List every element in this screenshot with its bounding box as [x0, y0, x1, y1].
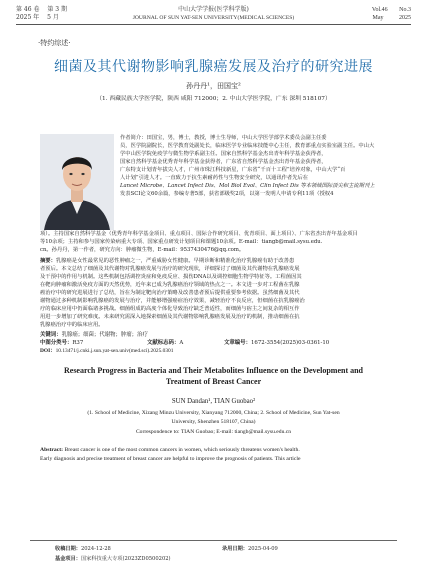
- affiliations-en: [0, 409, 427, 426]
- abstract-en-line: Breast cancer is one of the most common cancers in women, which seriously threatens women's health.: [64, 447, 300, 453]
- funding: [55, 555, 171, 562]
- abstract-line: 疗的临床应用中仍面临诸多挑战。细菌组成的高度个体化导致治疗缺乏普适性，而细菌与宿主之间复杂的相互作: [40, 306, 300, 313]
- funding-label: 基金项目：: [55, 556, 81, 562]
- title-en-line: Research Progress in Bacteria and Their Metabolites Influence on the Development and: [63, 366, 364, 375]
- abstract-en-line: Early diagnosis and precise treatment of breast cancer are helpful to improve the prognosis of patients. This article: [40, 456, 301, 462]
- received-value: 2024-12-28: [80, 546, 111, 552]
- bio-line: cn。孙丹丹，第一作者，研究方向：肿瘤微生物，E-mail：9537430476@qq.com。: [40, 247, 245, 254]
- article-no-value: 1672-3554(2025)03-0361-10: [250, 340, 330, 346]
- header-year-cn: 2025 年: [16, 14, 40, 21]
- doi-value: 10.13471/j.cnki.j.sun.yat-sen.univ(med.sci).2025.0301: [55, 348, 174, 354]
- header-journal-en: JOURNAL OF SUN YAT-SEN UNIVERSITY(MEDICAL SCIENCES): [132, 15, 295, 21]
- author-portrait-icon: [40, 134, 114, 230]
- received-date: [55, 545, 111, 552]
- title-en-line: Treatment of Breast Cancer: [165, 377, 262, 386]
- doc-code-label: 文献标志码：: [147, 340, 180, 346]
- abstract-cn-label: 摘要：: [40, 258, 56, 264]
- abstract-line: 谢物通过多种机制影响乳腺癌的发展与治疗，并能够增强癌症治疗效果，减轻治疗不良反应，但细菌在抗乳腺癌治: [40, 298, 305, 305]
- keywords-cn: [40, 331, 148, 339]
- abstract-line: 用进一步增加了研究难度。未来研究需深入地探索细菌及其代谢物影响乳腺癌发展及治疗的机制，推动细菌在抗: [40, 314, 300, 321]
- author-bio-top: [120, 134, 410, 198]
- abstract-cn: [40, 257, 410, 329]
- abstract-line: 乳腺癌是女性最常见的恶性肿瘤之一，严重威胁女性健康。早期诊断和精准化治疗乳腺癌有助于改善患: [55, 258, 295, 264]
- received-label: 收稿日期：: [55, 546, 81, 552]
- bio-line: 国家自然科学基金优秀青年科学基金获得者，广东省自然科学基金杰出青年基金获得者，: [120, 159, 327, 166]
- online-label: 录用日期：: [222, 546, 248, 552]
- bio-line: 项）。主持国家自然科学基金（优秀青年科学基金项目、重点项目、国际合作研究项目、优青项目、面上项目）、广东省杰出青年基金项目: [40, 231, 358, 237]
- bio-line: 学中山医学院免疫学与微生物学系副主任。国家自然科学基金杰出青年科学基金获得者，: [120, 151, 327, 158]
- classification-row: [40, 339, 83, 347]
- bio-line: 发表SCI论文60余篇，参编专著5部，获省部级奖2项，以第一发明人申请专利11项（授权4: [120, 191, 334, 198]
- authors-cn: 孙丹丹¹，田国宝²: [186, 82, 241, 90]
- authors-en: SUN Dandan¹, TIAN Guobao²: [171, 398, 256, 405]
- abstract-line: 及干预中的作用与机制。这些机制包括调控炎症和免疫反应、损伤DNA以及调控细胞生物学特征等。工程菌因其: [40, 274, 302, 281]
- online-value: 2025-04-09: [247, 546, 278, 552]
- header-year-en: 2025: [399, 15, 411, 21]
- clc-label: 中图分类号：: [40, 340, 73, 346]
- keywords-cn-value: 乳腺癌；细菌；代谢物；肿瘤；治疗: [61, 332, 148, 338]
- doi-label: DOI：: [40, 348, 56, 354]
- doi: [40, 347, 173, 355]
- abstract-en: [40, 446, 410, 464]
- bio-line: 员，医学院副院长，医学教育处副处长，临床医学专业临床技能中心主任，教育部重点实验室副主任。中山大: [120, 143, 375, 150]
- header-volume-en: Vol.46: [371, 7, 388, 13]
- doc-code-value: A: [179, 340, 184, 346]
- column-tag: ·特约综述·: [38, 39, 71, 47]
- article-title-en: [30, 365, 397, 387]
- abstract-line: 者预后。本文总结了细菌及其代谢物对乳腺癌发展与治疗的研究现状，详细探讨了细菌及其代谢物在乳腺癌发展: [40, 266, 300, 273]
- bio-line: 人计划”引进人才。一直致力于抗生素耐药性与生物安全研究，以通讯作者先后在: [120, 175, 309, 182]
- article-no-label: 文章编号：: [224, 340, 251, 346]
- affiliation-en-line: University, Shenzhen 518107, China): [171, 418, 256, 425]
- bio-line: 等10余项；主持和参与国家传染病重大专项、国家重点研发计划项目和课题10余项。E-mail：tiangb@mail.sysu.edu.: [40, 239, 323, 246]
- article-title-cn: 细菌及其代谢物影响乳腺癌发展及治疗的研究进展: [54, 59, 373, 75]
- author-photo: [40, 134, 114, 230]
- accepted-date: [222, 545, 278, 552]
- bio-line: Lancet Microbe、Lancet Infect Dis、Mol Biol Evol、Clin Infect Dis 等本领域国际顶尖和主流期刊上: [120, 183, 375, 190]
- abstract-line: 乳腺癌治疗中的临床应用。: [40, 322, 104, 329]
- header-issue-cn: 第 3 期: [47, 6, 68, 13]
- keywords-cn-label: 关键词：: [40, 332, 62, 338]
- header-rule: [16, 24, 411, 25]
- header-date-en: [373, 14, 412, 22]
- abstract-line: 癌治疗中的研究进展进行了总结，旨在为制定靶向治疗策略及改善患者预后提供重要参考依据。虽然细菌及其代: [40, 290, 300, 297]
- funding-value: 国家科技重大专项(2023ZD0500202): [80, 556, 171, 562]
- bio-line: 作者简介：田国宝，男，博士，教授，博士生导师，中山大学医学部学术委员会副主任委: [120, 135, 327, 141]
- clc-value: R37: [72, 340, 84, 346]
- author-bio-continued: [40, 230, 410, 254]
- header-volume-cn: 第 46 卷: [16, 6, 40, 13]
- bio-line: 广东特支计划青年拔尖人才，广州市珠江科技新星，广东省“千百十工程”培养对象，中山大学“百: [120, 167, 346, 174]
- affiliations-cn: （1. 西藏民族大学医学院，陕西 咸阳 712000；2. 中山大学医学院，广东 深圳 518107）: [96, 96, 331, 102]
- header-month-en: May: [372, 15, 384, 21]
- correspondence-en: Correspondence to: TIAN Guobao; E-mail: tiangb@mail.sysu.edu.cn: [135, 429, 292, 435]
- header-journal-cn: 中山大学学报(医学科学版): [178, 6, 249, 13]
- header-issue-en: No.3: [399, 7, 411, 13]
- header-volume-en-block: [372, 6, 411, 14]
- abstract-line: 在靶向肿瘤和激活免疫方面的天然优势，近年来已成为乳腺癌治疗领域的热点之一。本文进一步对工程菌在乳腺: [40, 282, 300, 289]
- affiliation-en-line: (1. School of Medicine, Xizang Minzu University, Xianyang 712000, China; 2. School of Medicine, Sun Yat-sen: [87, 410, 340, 416]
- header-month-cn: 5 月: [47, 14, 59, 21]
- footer-rule: [30, 540, 397, 541]
- abstract-en-label: Abstract:: [40, 447, 64, 453]
- article-number: [224, 339, 329, 347]
- doc-code: [147, 339, 183, 347]
